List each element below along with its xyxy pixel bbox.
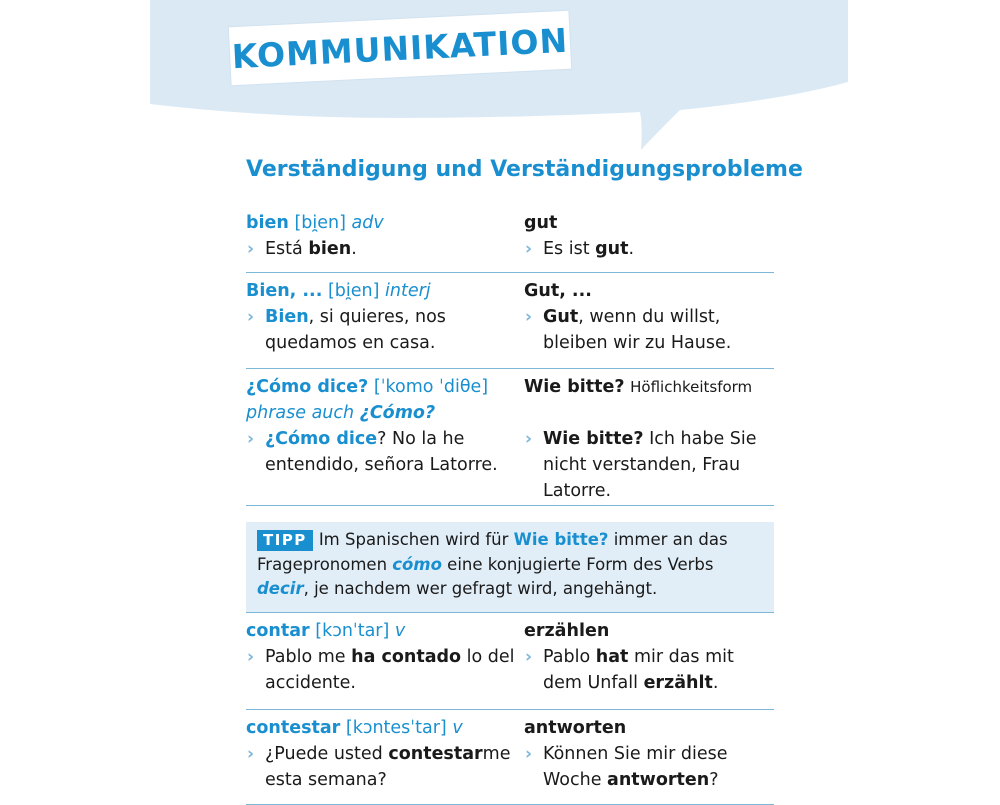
example-spanish: › Bien, si quieres, nos quedamos en casa. xyxy=(246,304,524,356)
spanish-column xyxy=(246,210,524,263)
german-column xyxy=(524,210,774,263)
chevron-right-icon: › xyxy=(525,743,533,764)
translation-line xyxy=(524,210,774,236)
part-of-speech: v xyxy=(394,620,406,641)
tip-box xyxy=(246,522,774,613)
grammar-line xyxy=(246,400,524,426)
headword-line xyxy=(246,715,524,741)
pronunciation: [kɔnˈtar] xyxy=(315,620,390,641)
vocab-entry-bien-interj xyxy=(246,273,774,369)
headword-line xyxy=(246,618,524,644)
headword-line xyxy=(246,374,524,400)
translation: Wie bitte? xyxy=(524,377,625,397)
german-column xyxy=(524,618,774,700)
vocabulary-list xyxy=(246,205,774,805)
part-of-speech: v xyxy=(452,717,463,738)
page-title: KOMMUNIKATION xyxy=(230,20,570,76)
chevron-right-icon: › xyxy=(525,429,533,449)
tip-badge: TIPP xyxy=(257,530,313,551)
headword: contar xyxy=(246,620,310,641)
vocab-entry-como-dice xyxy=(246,369,774,506)
alternative-form: ¿Cómo? xyxy=(359,403,436,423)
example-spanish: › Está bien. xyxy=(246,236,524,262)
part-of-speech: phrase auch xyxy=(246,403,355,423)
headword: Bien, ... xyxy=(246,281,323,301)
pronunciation: [kɔntesˈtar] xyxy=(345,717,447,738)
headword-line xyxy=(246,278,524,304)
example-german: › Wie bitte? Ich habe Sie nicht verstanden, Frau Latorre. xyxy=(524,426,774,504)
vocab-entry-bien xyxy=(246,205,774,273)
headword-line xyxy=(246,210,524,236)
example-german: › Es ist gut. xyxy=(524,236,774,262)
chevron-right-icon: › xyxy=(525,239,533,259)
spanish-column xyxy=(246,278,524,359)
example-spanish: › Pablo me ha contado lo del accidente. xyxy=(246,644,524,696)
vocab-entry-contestar xyxy=(246,710,774,805)
example-german: › Pablo hat mir das mit dem Unfall erzählt. xyxy=(524,644,774,696)
chevron-right-icon: › xyxy=(525,646,533,667)
german-column xyxy=(524,715,774,795)
tip-text: TIPP Im Spanischen wird für Wie bitte? immer an das Fragepronomen cómo eine konjugierte Form des Verbs decir, je nachdem wer gefragt wird, angehängt. xyxy=(257,530,728,598)
translation-line xyxy=(524,618,774,644)
spanish-column xyxy=(246,374,524,496)
vocab-entry-contar xyxy=(246,613,774,710)
translation: erzählen xyxy=(524,620,610,641)
section-heading: Verständigung und Verständigungsprobleme xyxy=(246,157,803,182)
pronunciation: [bi̯en] xyxy=(294,213,346,233)
example-german: › Gut, wenn du willst, bleiben wir zu Hause. xyxy=(524,304,774,356)
headword: ¿Cómo dice? xyxy=(246,377,369,397)
chevron-right-icon: › xyxy=(247,239,255,259)
chevron-right-icon: › xyxy=(247,646,255,667)
usage-note: Höflichkeitsform xyxy=(630,378,753,396)
chevron-right-icon: › xyxy=(247,429,255,449)
part-of-speech: interj xyxy=(385,281,431,301)
chevron-right-icon: › xyxy=(525,307,533,327)
pronunciation: [bi̯en] xyxy=(327,281,380,301)
headword: contestar xyxy=(246,717,341,738)
german-column xyxy=(524,278,774,359)
headword: bien xyxy=(246,213,289,233)
chevron-right-icon: › xyxy=(247,743,255,764)
german-column xyxy=(524,374,774,501)
translation-line xyxy=(524,374,774,400)
translation: Gut, ... xyxy=(524,281,592,301)
example-spanish: › ¿Cómo dice? No la he entendido, señora Latorre. xyxy=(246,426,524,478)
translation: antworten xyxy=(524,717,627,738)
chevron-right-icon: › xyxy=(247,307,255,327)
spanish-column xyxy=(246,715,524,795)
pronunciation: [ˈkomo ˈdiθe] xyxy=(373,377,489,397)
spanish-column xyxy=(246,618,524,700)
translation: gut xyxy=(524,213,558,233)
part-of-speech: adv xyxy=(351,213,384,233)
example-german: › Können Sie mir diese Woche antworten? xyxy=(524,741,774,793)
example-spanish: › ¿Puede usted contestarme esta semana? xyxy=(246,741,524,793)
translation-line xyxy=(524,715,774,741)
translation-line xyxy=(524,278,774,304)
